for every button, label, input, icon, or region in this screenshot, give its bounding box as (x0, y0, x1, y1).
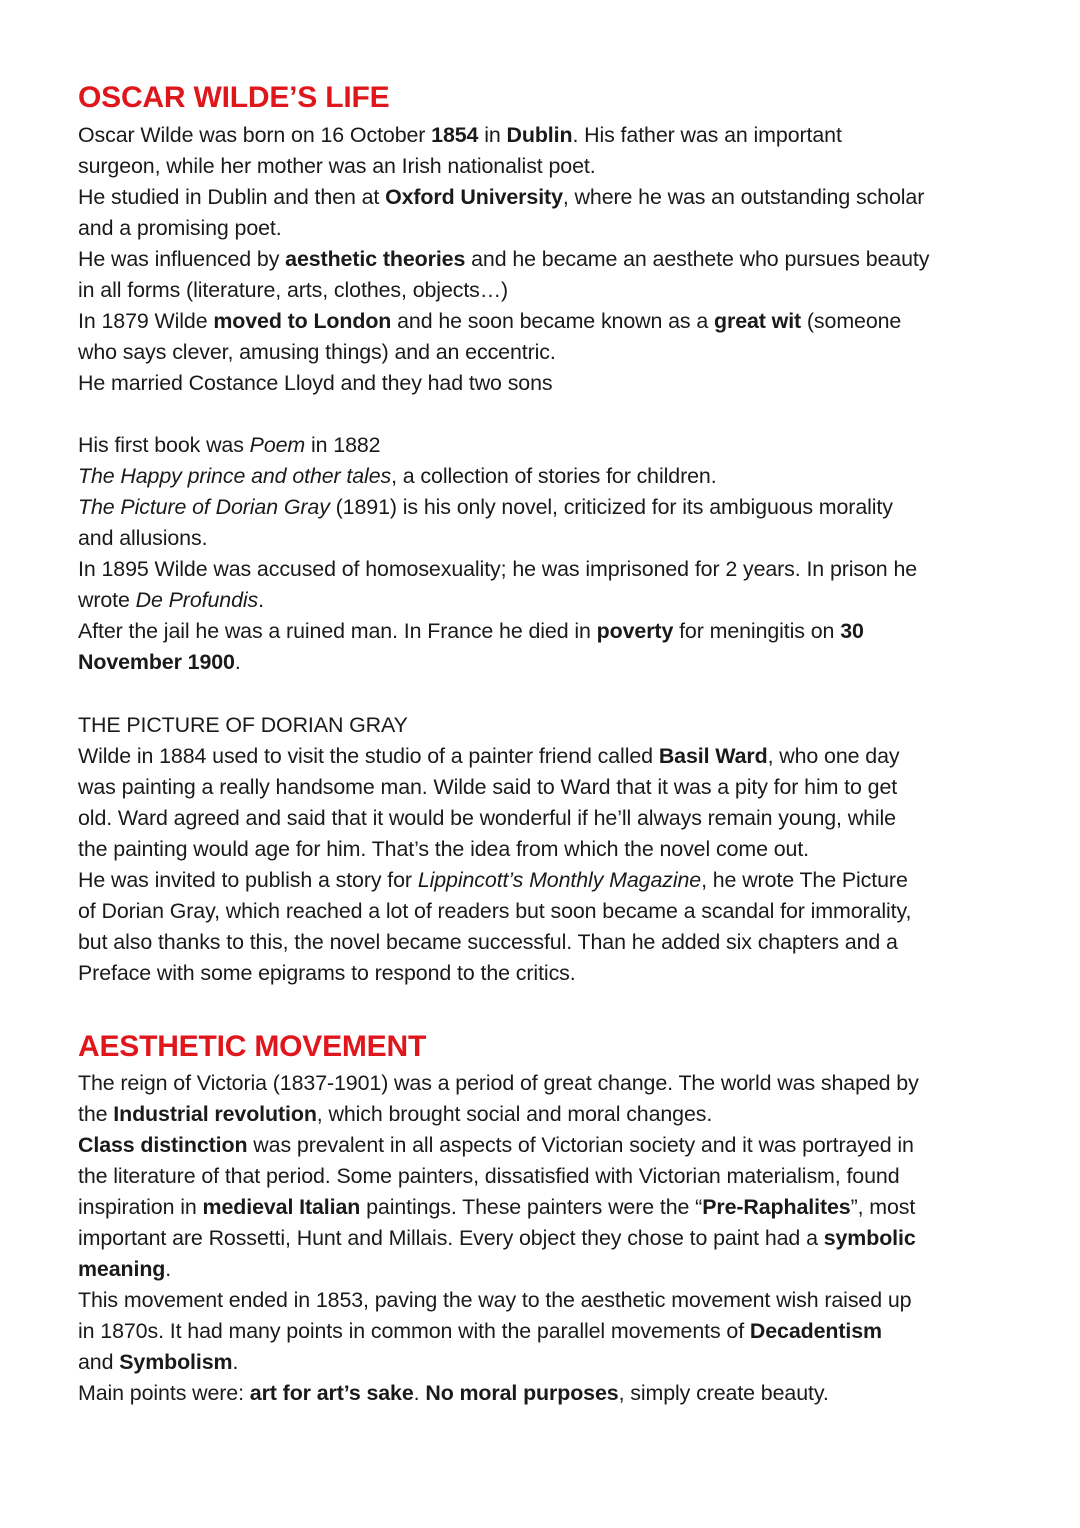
bold-text: Symbolism (119, 1350, 233, 1374)
text-line (78, 1161, 1018, 1192)
bold-text: Dublin (506, 123, 573, 147)
italic-text: Poem (249, 433, 306, 457)
text-run: . (234, 650, 241, 674)
text-line (78, 523, 1018, 554)
bold-text: aesthetic theories (285, 247, 466, 271)
text-line (78, 710, 1018, 741)
italic-text: De Profundis (135, 588, 259, 612)
text-line (78, 1099, 1018, 1130)
text-run: The reign of Victoria (1837-1901) was a period of great change. The world was shaped by (78, 1071, 919, 1095)
text-line (78, 1285, 1018, 1316)
text-run: and allusions. (78, 526, 208, 550)
text-line (78, 585, 1018, 616)
text-run: , simply create beauty. (618, 1381, 829, 1405)
bold-text: symbolic (823, 1226, 916, 1250)
text-line (78, 244, 1018, 275)
text-line (78, 834, 1018, 865)
text-line (78, 1378, 1018, 1409)
text-line (78, 1130, 1018, 1161)
text-run: of Dorian Gray, which reached a lot of readers but soon became a scandal for immorality, (78, 899, 912, 923)
text-line (78, 1192, 1018, 1223)
bold-text: Decadentism (749, 1319, 882, 1343)
text-run: the literature of that period. Some painters, dissatisfied with Victorian materialism, found (78, 1164, 900, 1188)
text-run: in 1870s. It had many points in common with the parallel movements of (78, 1319, 750, 1343)
text-line (78, 337, 1018, 368)
text-line (78, 182, 1018, 213)
text-run: paintings. These painters were the “ (360, 1195, 703, 1219)
bold-text: Oxford University (385, 185, 563, 209)
section-heading: OSCAR WILDE’S LIFE (78, 81, 390, 114)
bold-text: 1854 (431, 123, 479, 147)
text-line (78, 616, 1018, 647)
text-run: wrote (78, 588, 136, 612)
text-run: in all forms (literature, arts, clothes, objects…) (78, 278, 509, 302)
text-run: important are Rossetti, Hunt and Millais. Every object they chose to paint had a (78, 1226, 824, 1250)
text-run: but also thanks to this, the novel became successful. Than he added six chapters and a (78, 930, 898, 954)
text-line (78, 120, 1018, 151)
text-run: was prevalent in all aspects of Victorian society and it was portrayed in (247, 1133, 914, 1157)
text-line (78, 1347, 1018, 1378)
text-run: He married Costance Lloyd and they had two sons (78, 371, 553, 395)
text-run: . (258, 588, 264, 612)
bold-text: 30 (840, 619, 864, 643)
text-run: , which brought social and moral changes. (316, 1102, 713, 1126)
text-run: THE PICTURE OF DORIAN GRAY (78, 713, 408, 737)
text-run: Main points were: (78, 1381, 250, 1405)
text-run: He was invited to publish a story for (78, 868, 418, 892)
bold-text: moved to London (213, 309, 392, 333)
text-line (78, 647, 1018, 678)
bold-text: Basil Ward (658, 744, 768, 768)
text-line (78, 741, 1018, 772)
text-run: In 1895 Wilde was accused of homosexuality; he was imprisoned for 2 years. In prison he (78, 557, 918, 581)
text-run: . His father was an important (572, 123, 842, 147)
text-run: the (78, 1102, 114, 1126)
bold-text: Industrial revolution (113, 1102, 317, 1126)
text-line (78, 1316, 1018, 1347)
text-run: was painting a really handsome man. Wilde said to Ward that it was a pity for him to get (78, 775, 898, 799)
text-line (78, 275, 1018, 306)
text-line (78, 1254, 1018, 1285)
text-run: He was influenced by (78, 247, 286, 271)
italic-text: Lippincott’s Monthly Magazine (417, 868, 702, 892)
text-run: . (232, 1350, 239, 1374)
text-line (78, 803, 1018, 834)
text-run: and he became an aesthete who pursues beauty (465, 247, 930, 271)
text-line (78, 865, 1018, 896)
text-line (78, 306, 1018, 337)
paragraph (78, 120, 1018, 399)
text-line (78, 368, 1018, 399)
text-line (78, 461, 1018, 492)
text-line (78, 151, 1018, 182)
text-run: old. Ward agreed and said that it would be wonderful if he’ll always remain young, while (78, 806, 896, 830)
bold-text: November 1900 (78, 650, 235, 674)
text-line (78, 1068, 1018, 1099)
text-run: and he soon became known as a (391, 309, 714, 333)
text-run: . (413, 1381, 426, 1405)
text-run: surgeon, while her mother was an Irish nationalist poet. (78, 154, 596, 178)
text-run: Preface with some epigrams to respond to the critics. (78, 961, 576, 985)
bold-text: meaning (78, 1257, 166, 1281)
text-line (78, 958, 1018, 989)
paragraph (78, 1068, 1018, 1409)
bold-text: poverty (596, 619, 674, 643)
text-line (78, 1223, 1018, 1254)
bold-text: medieval Italian (202, 1195, 361, 1219)
text-run: the painting would age for him. That’s the idea from which the novel come out. (78, 837, 810, 861)
text-run: His first book was (78, 433, 250, 457)
text-run: This movement ended in 1853, paving the way to the aesthetic movement wish raised up (78, 1288, 912, 1312)
text-run: Wilde in 1884 used to visit the studio of a painter friend called (78, 744, 659, 768)
text-line (78, 772, 1018, 803)
text-line (78, 492, 1018, 523)
paragraph (78, 710, 1018, 989)
text-run: in (478, 123, 507, 147)
text-line (78, 927, 1018, 958)
bold-text: great wit (714, 309, 802, 333)
text-run: He studied in Dublin and then at (78, 185, 386, 209)
text-line (78, 554, 1018, 585)
text-run: Oscar Wilde was born on 16 October (78, 123, 432, 147)
bold-text: art for art’s sake (249, 1381, 414, 1405)
text-line (78, 213, 1018, 244)
text-line (78, 430, 1018, 461)
text-run: and (78, 1350, 120, 1374)
text-run: in 1882 (305, 433, 381, 457)
bold-text: Class distinction (78, 1133, 248, 1157)
text-run: ”, most (850, 1195, 916, 1219)
text-run: . (165, 1257, 172, 1281)
text-run: inspiration in (78, 1195, 203, 1219)
bold-text: Pre-Raphalites (702, 1195, 851, 1219)
text-run: In 1879 Wilde (78, 309, 214, 333)
text-run: After the jail he was a ruined man. In France he died in (78, 619, 597, 643)
text-run: and a promising poet. (78, 216, 282, 240)
text-line (78, 896, 1018, 927)
text-run: who says clever, amusing things) and an eccentric. (78, 340, 556, 364)
italic-text: The Picture of Dorian Gray (78, 495, 330, 519)
paragraph (78, 430, 1018, 678)
text-run: , he wrote The Picture (701, 868, 908, 892)
italic-text: The Happy prince and other tales (78, 464, 392, 488)
text-run: (someone (801, 309, 902, 333)
text-run: , where he was an outstanding scholar (562, 185, 925, 209)
text-run: for meningitis on (673, 619, 841, 643)
text-run: , a collection of stories for children. (391, 464, 717, 488)
text-run: , who one day (767, 744, 900, 768)
bold-text: No moral purposes (425, 1381, 619, 1405)
section-heading: AESTHETIC MOVEMENT (78, 1030, 427, 1063)
text-run: (1891) is his only novel, criticized for its ambiguous morality (329, 495, 893, 519)
